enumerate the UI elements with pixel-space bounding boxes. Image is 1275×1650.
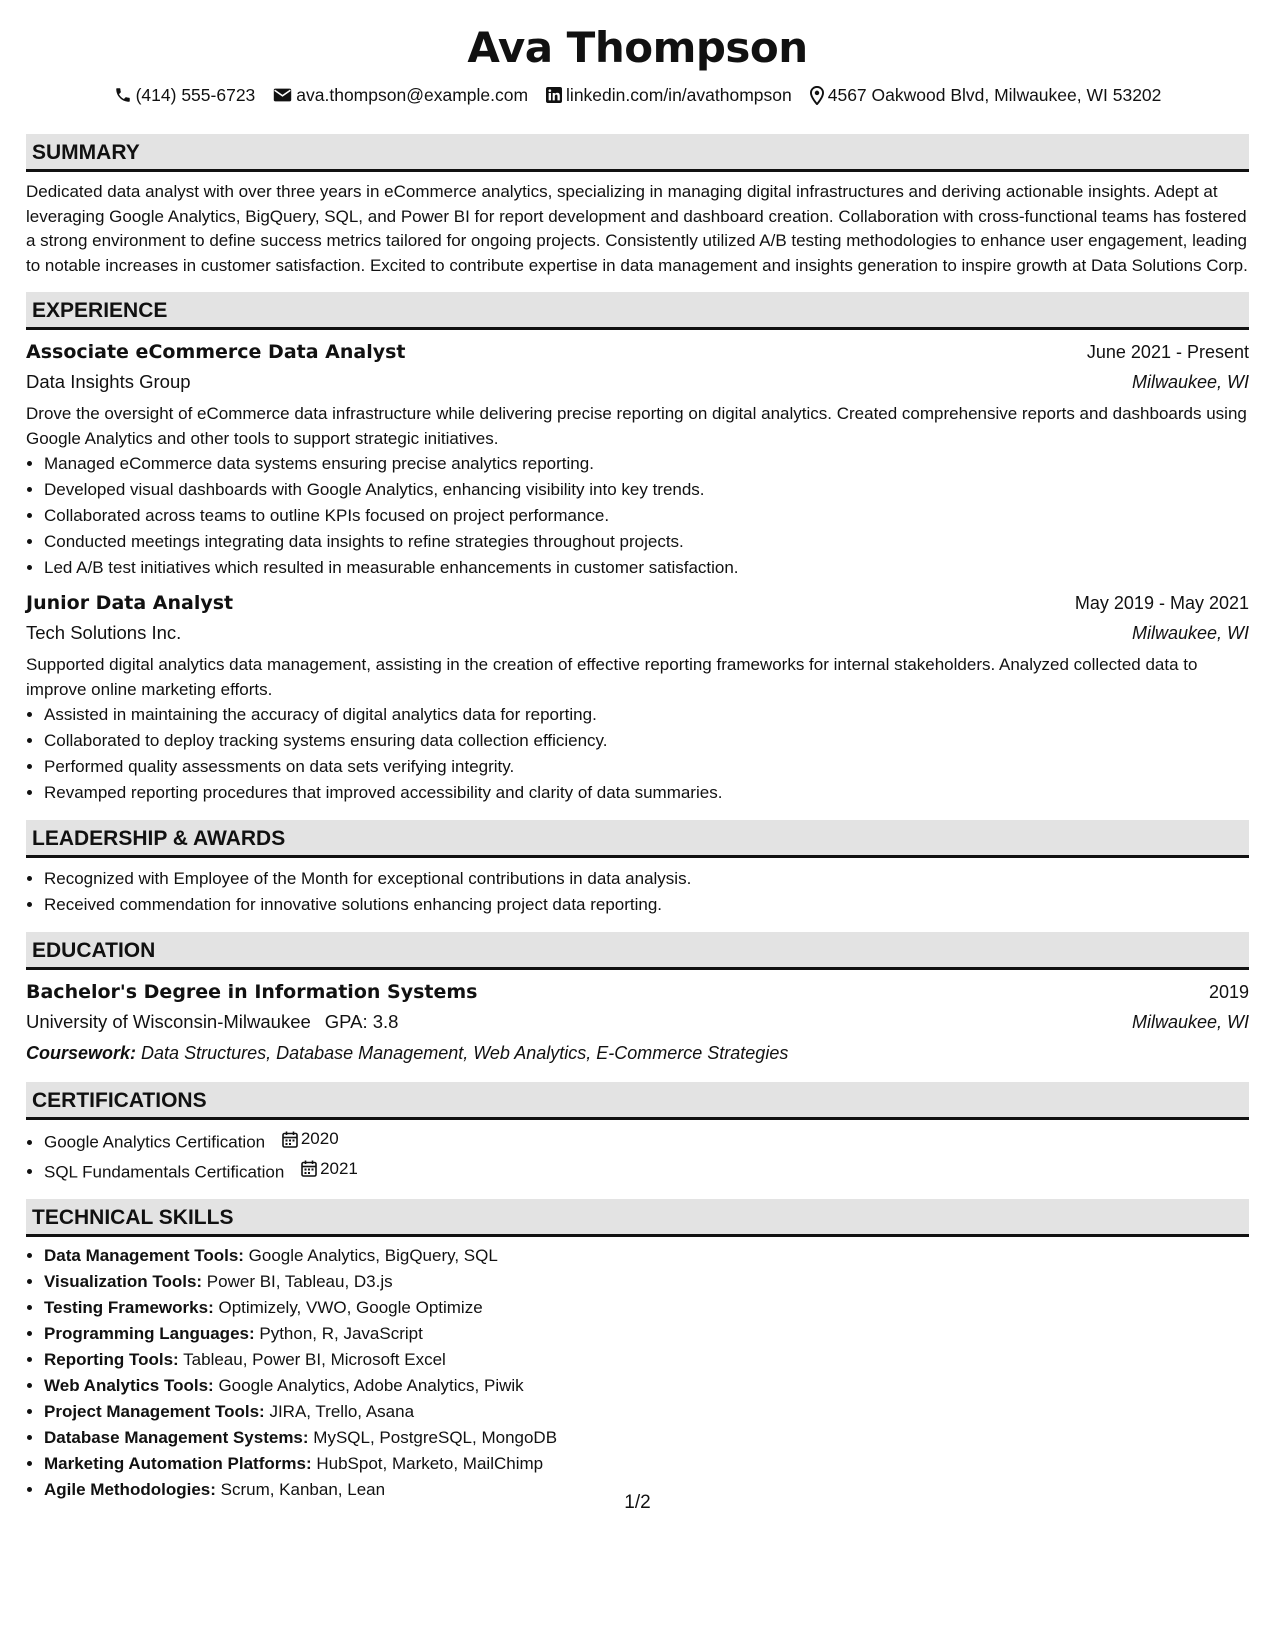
skill-category: Reporting Tools: — [44, 1350, 179, 1369]
skill-item — [44, 1451, 1249, 1477]
skill-values: Python, R, JavaScript — [259, 1324, 423, 1343]
gpa: GPA: 3.8 — [324, 1011, 399, 1032]
envelope-icon — [273, 87, 292, 103]
skill-values: MySQL, PostgreSQL, MongoDB — [313, 1428, 558, 1447]
skill-values: Optimizely, VWO, Google Optimize — [218, 1298, 483, 1317]
school-line — [26, 1008, 398, 1036]
skill-values: Tableau, Power BI, Microsoft Excel — [183, 1350, 446, 1369]
phone-text: (414) 555-6723 — [135, 85, 256, 105]
job-entry — [26, 338, 1249, 581]
job-company: Tech Solutions Inc. — [26, 622, 182, 643]
job-dates: June 2021 - Present — [1086, 342, 1249, 362]
job-dates: May 2019 - May 2021 — [1074, 593, 1249, 613]
job-bullets — [26, 451, 1249, 581]
skill-category: Data Management Tools: — [44, 1246, 244, 1265]
list-item: • Collaborated across teams to outline KPIs focused on project performance. — [44, 503, 1249, 529]
job-company: Data Insights Group — [26, 371, 191, 392]
email-link[interactable]: ava.thompson@example.com — [296, 85, 529, 105]
contact-bar — [26, 82, 1249, 108]
coursework — [26, 1038, 1249, 1068]
contact-email[interactable] — [273, 82, 528, 108]
phone-icon — [114, 86, 132, 104]
job-title: Junior Data Analyst — [26, 592, 234, 614]
linkedin-icon — [546, 87, 562, 103]
skill-item — [44, 1399, 1249, 1425]
job-location: Milwaukee, WI — [1131, 372, 1249, 392]
school-name: University of Wisconsin-Milwaukee — [26, 1011, 311, 1032]
skill-values: Google Analytics, BigQuery, SQL — [248, 1246, 498, 1265]
page-number: 1/2 — [624, 1492, 651, 1513]
certification-name: Google Analytics Certification — [44, 1132, 266, 1152]
education-heading: EDUCATION — [26, 932, 1249, 970]
skill-values: HubSpot, Marketo, MailChimp — [316, 1454, 544, 1473]
degree-title: Bachelor's Degree in Information Systems — [26, 981, 478, 1003]
experience-heading: EXPERIENCE — [26, 292, 1249, 330]
list-item: • Recognized with Employee of the Month for exceptional contributions in data analysis. — [44, 866, 1249, 892]
job-location: Milwaukee, WI — [1131, 623, 1249, 643]
summary-section — [26, 134, 1249, 278]
summary-text: Dedicated data analyst with over three years in eCommerce analytics, specializing in managing digital infrastructures and deriving actionable insights. Adept at leveraging Google Analytics, BigQuery, SQL, and Power BI for report development and dashboard creation. Collaboration with cross-functional teams has fostered a strong environment to define success metrics tailored for ongoing projects. Consistently utilized A/B testing methodologies to enhance user engagement, leading to notable increases in customer satisfaction. Excited to contribute expertise in data management and insights generation to inspire growth at Data Solutions Corp. — [26, 182, 1248, 275]
leadership-heading: LEADERSHIP & AWARDS — [26, 820, 1249, 858]
skill-item — [44, 1269, 1249, 1295]
skill-category: Programming Languages: — [44, 1324, 255, 1343]
leadership-section — [26, 820, 1249, 918]
skills-list — [26, 1243, 1249, 1503]
skill-values: Google Analytics, Adobe Analytics, Piwik — [218, 1376, 524, 1395]
skill-item — [44, 1321, 1249, 1347]
skill-category: Database Management Systems: — [44, 1428, 309, 1447]
skill-values: Scrum, Kanban, Lean — [220, 1480, 386, 1499]
job-bullets — [26, 702, 1249, 806]
contact-linkedin[interactable] — [546, 82, 792, 108]
skill-item — [44, 1347, 1249, 1373]
map-pin-icon — [810, 86, 824, 105]
list-item: • Collaborated to deploy tracking systems ensuring data collection efficiency. — [44, 728, 1249, 754]
certification-date — [282, 1126, 339, 1152]
skill-values: JIRA, Trello, Asana — [269, 1402, 415, 1421]
summary-heading: SUMMARY — [26, 134, 1249, 172]
certification-year: 2020 — [300, 1129, 339, 1148]
skill-item — [44, 1373, 1249, 1399]
list-item: • Conducted meetings integrating data insights to refine strategies throughout projects. — [44, 529, 1249, 555]
address-text: 4567 Oakwood Blvd, Milwaukee, WI 53202 — [827, 85, 1162, 105]
certification-year: 2021 — [320, 1158, 358, 1178]
skill-category: Agile Methodologies: — [44, 1480, 216, 1499]
skill-item — [44, 1243, 1249, 1269]
certifications-section — [26, 1082, 1249, 1185]
skill-item — [44, 1425, 1249, 1451]
contact-phone — [114, 82, 256, 108]
job-title: Associate eCommerce Data Analyst — [26, 341, 406, 363]
certification-item — [44, 1156, 1249, 1186]
contact-address — [810, 82, 1162, 108]
coursework-label: Coursework: — [26, 1043, 137, 1063]
certification-date — [301, 1156, 358, 1182]
candidate-name: Ava Thompson — [467, 23, 808, 72]
leadership-list — [26, 866, 1249, 918]
list-item: • Received commendation for innovative solutions enhancing project data reporting. — [44, 892, 1249, 918]
skills-heading: TECHNICAL SKILLS — [26, 1199, 1249, 1237]
list-item: • Developed visual dashboards with Google Analytics, enhancing visibility into key trends. — [44, 477, 1249, 503]
job-description: Drove the oversight of eCommerce data infrastructure while delivering precise reporting on digital analytics. Created comprehensive reports and dashboards using Google Analytics and other tools to support strategic initiatives. — [26, 404, 1247, 448]
skill-item — [44, 1295, 1249, 1321]
skill-category: Project Management Tools: — [44, 1402, 265, 1421]
linkedin-link[interactable]: linkedin.com/in/avathompson — [566, 85, 792, 105]
list-item: • Revamped reporting procedures that improved accessibility and clarity of data summaries. — [44, 780, 1249, 806]
list-item: • Managed eCommerce data systems ensuring precise analytics reporting. — [44, 451, 1249, 477]
skill-category: Visualization Tools: — [44, 1272, 203, 1291]
list-item: • Led A/B test initiatives which resulted in measurable enhancements in customer satisfaction. — [44, 555, 1249, 581]
list-item: • Performed quality assessments on data sets verifying integrity. — [44, 754, 1249, 780]
skill-category: Web Analytics Tools: — [44, 1376, 214, 1395]
graduation-year: 2019 — [1208, 982, 1249, 1002]
job-description: Supported digital analytics data management, assisting in the creation of effective reporting frameworks for internal stakeholders. Analyzed collected data to improve online marketing efforts. — [26, 655, 1198, 699]
calendar-icon — [282, 1131, 298, 1148]
coursework-list: Data Structures, Database Management, Web Analytics, E-Commerce Strategies — [141, 1043, 789, 1063]
school-location: Milwaukee, WI — [1131, 1012, 1249, 1032]
skill-values: Power BI, Tableau, D3.js — [206, 1272, 393, 1291]
certification-item — [44, 1126, 1249, 1156]
skill-category: Marketing Automation Platforms: — [44, 1454, 312, 1473]
list-item: • Assisted in maintaining the accuracy of digital analytics data for reporting. — [44, 702, 1249, 728]
experience-section — [26, 292, 1249, 806]
skills-section — [26, 1199, 1249, 1503]
calendar-icon — [301, 1160, 317, 1177]
skill-category: Testing Frameworks: — [44, 1298, 214, 1317]
certifications-heading: CERTIFICATIONS — [26, 1082, 1249, 1120]
job-entry — [26, 589, 1249, 806]
education-section — [26, 932, 1249, 1068]
certification-name: SQL Fundamentals Certification — [44, 1162, 285, 1181]
certification-list — [26, 1126, 1249, 1185]
